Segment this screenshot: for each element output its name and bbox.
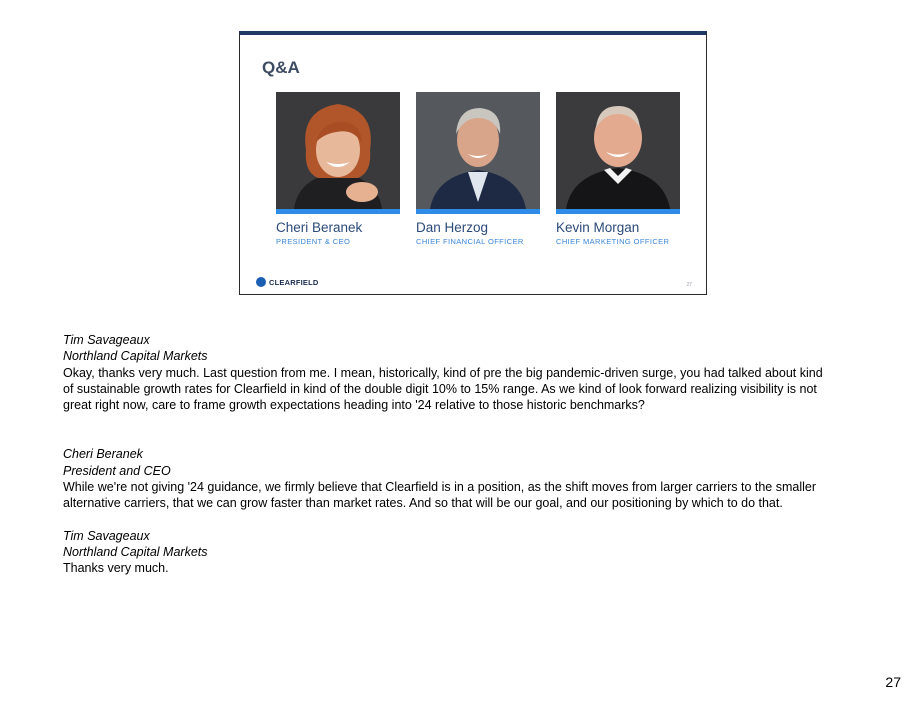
- clearfield-logo: [256, 277, 319, 287]
- person-photo-cheri: [276, 92, 400, 214]
- transcript: [63, 332, 823, 577]
- page-number: 27: [885, 674, 901, 690]
- speaker-name: Tim Savageaux: [63, 333, 150, 347]
- transcript-entry: [63, 446, 823, 511]
- transcript-entry: [63, 332, 823, 413]
- person-card-kevin: [556, 92, 680, 246]
- person-card-dan: [416, 92, 540, 246]
- person-photo-dan: [416, 92, 540, 214]
- person-card-cheri: [276, 92, 400, 246]
- transcript-entry: [63, 528, 823, 577]
- speaker-affiliation: Northland Capital Markets: [63, 349, 208, 364]
- speaker-text: Thanks very much.: [63, 561, 169, 576]
- speaker-text: While we're not giving '24 guidance, we firmly believe that Clearfield is in a position, as the shift moves from larger carriers to the smaller alternative carriers, that we can grow faster than market rates. And so that will be our goal, and our positioning by which to do that.: [63, 480, 817, 511]
- qa-slide: [239, 31, 707, 295]
- person-name: Cheri Beranek: [276, 220, 363, 235]
- person-role: PRESIDENT & CEO: [276, 237, 351, 246]
- person-name: Dan Herzog: [416, 220, 489, 235]
- speaker-name: Tim Savageaux: [63, 528, 150, 543]
- speaker-name: Cheri Beranek: [63, 447, 143, 462]
- speaker-affiliation: President and CEO: [63, 463, 171, 478]
- person-role: CHIEF FINANCIAL OFFICER: [416, 237, 524, 246]
- slide-number: 27: [686, 282, 692, 288]
- person-role: CHIEF MARKETING OFFICER: [556, 237, 670, 246]
- logo-text: CLEARFIELD: [269, 277, 319, 287]
- clearfield-logo-icon: [256, 277, 266, 287]
- slide-title: Q&A: [262, 58, 300, 77]
- person-photo-kevin: [556, 92, 680, 214]
- person-name: Kevin Morgan: [556, 220, 640, 235]
- speaker-affiliation: Northland Capital Markets: [63, 544, 208, 559]
- speaker-text: Okay, thanks very much. Last question from me. I mean, historically, kind of pre the big pandemic-driven surge, you had talked about kind of sustainable growth rates for Clearfield in kind of the double digit 10% to 15% range. As we kind of look forward realizing visibility is not great right now, care to frame growth expectations heading into '24 relative to those historic benchmarks?: [63, 365, 823, 413]
